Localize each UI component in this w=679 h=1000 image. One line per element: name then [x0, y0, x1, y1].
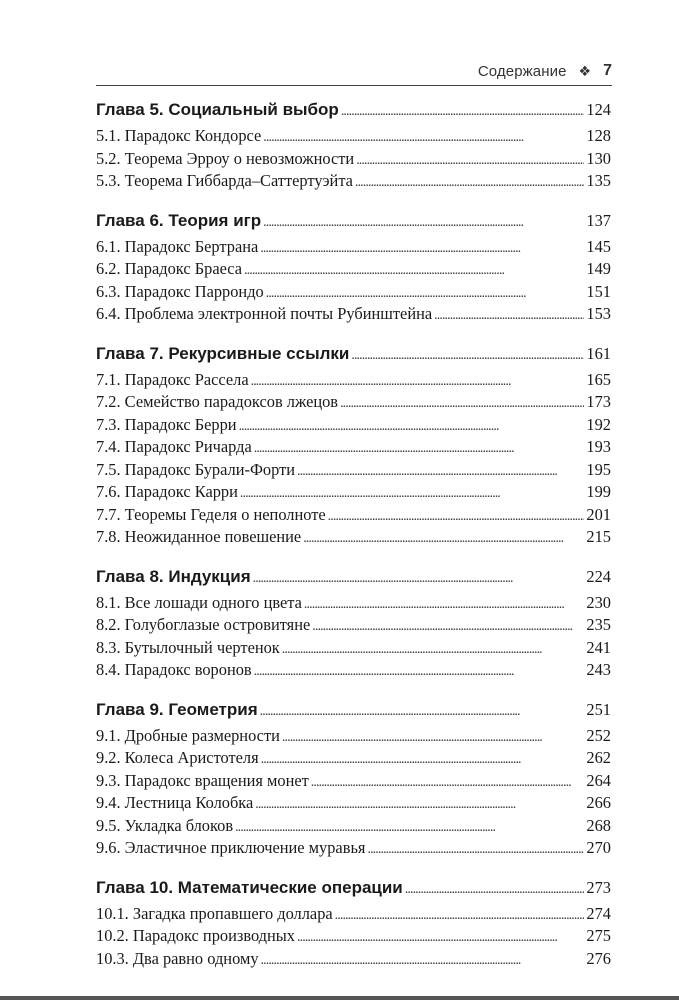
- section-title: 10.3. Два равно одному: [96, 948, 259, 968]
- section-entry[interactable]: [96, 638, 611, 661]
- section-title: 10.1. Загадка пропавшего доллара: [96, 903, 333, 923]
- section-page: 128: [586, 126, 611, 145]
- dot-leader: [251, 372, 585, 393]
- chapter-page: 124: [586, 100, 611, 119]
- dot-leader: [341, 99, 585, 125]
- section-page: 270: [586, 838, 611, 857]
- chapter-7: [96, 341, 611, 550]
- section-entry[interactable]: [96, 392, 611, 415]
- dot-leader: [253, 566, 585, 592]
- section-title: 7.3. Парадокс Берри: [96, 414, 237, 434]
- section-entry[interactable]: [96, 615, 611, 638]
- dot-leader: [282, 728, 585, 749]
- page-number: 7: [603, 62, 612, 79]
- section-title: 8.4. Парадокс воронов: [96, 660, 252, 679]
- section-entry[interactable]: [96, 482, 611, 505]
- dot-leader: [239, 417, 585, 438]
- chapter-heading[interactable]: [96, 208, 611, 236]
- chapter-heading[interactable]: [96, 697, 611, 725]
- section-title: 9.5. Укладка блоков: [96, 815, 234, 835]
- section-page: 243: [586, 660, 611, 679]
- chapter-5: [96, 97, 611, 194]
- section-page: 230: [586, 592, 611, 612]
- chapter-heading[interactable]: [96, 341, 611, 369]
- section-page: 145: [586, 236, 611, 256]
- section-title: 7.2. Семейство парадоксов лжецов: [96, 392, 339, 411]
- section-page: 153: [586, 304, 611, 323]
- section-page: 151: [586, 281, 611, 301]
- running-head: [96, 58, 612, 84]
- dot-leader: [282, 640, 585, 661]
- section-entry[interactable]: [96, 904, 611, 927]
- section-entry[interactable]: [96, 527, 611, 550]
- section-entry[interactable]: [96, 282, 611, 305]
- dot-leader: [297, 928, 584, 949]
- dot-leader: [434, 306, 584, 327]
- section-title: 9.1. Дробные размерности: [96, 725, 280, 745]
- section-title: 7.4. Парадокс Ричарда: [96, 437, 252, 456]
- chapter-heading[interactable]: [96, 97, 611, 125]
- section-page: 241: [586, 637, 611, 657]
- section-page: 192: [586, 414, 611, 434]
- section-entry[interactable]: [96, 304, 611, 327]
- dot-leader: [254, 439, 585, 460]
- section-page: 201: [586, 504, 611, 524]
- chapter-title: Глава 5. Социальный выбор: [96, 100, 339, 119]
- section-title: 10.2. Парадокс производных: [96, 926, 295, 945]
- section-entry[interactable]: [96, 949, 611, 972]
- chapter-page: 251: [586, 699, 611, 719]
- dot-leader: [255, 795, 584, 816]
- header-rule: [96, 85, 612, 86]
- section-title: 7.1. Парадокс Рассела: [96, 369, 249, 389]
- section-page: 262: [586, 748, 611, 767]
- section-page: 215: [586, 527, 611, 546]
- section-title: 7.7. Теоремы Геделя о неполноте: [96, 504, 326, 524]
- section-page: 268: [586, 815, 611, 835]
- page-bottom-edge: [0, 996, 679, 1000]
- dot-leader: [263, 128, 584, 149]
- dot-leader: [261, 750, 585, 771]
- dot-leader: [335, 906, 585, 927]
- section-title: 8.1. Все лошади одного цвета: [96, 592, 302, 612]
- section-entry[interactable]: [96, 149, 611, 172]
- dot-leader: [254, 662, 585, 683]
- dot-leader: [263, 210, 584, 236]
- chapter-title: Глава 6. Теория игр: [96, 210, 262, 230]
- chapter-page: 273: [586, 877, 611, 897]
- dot-leader: [355, 173, 584, 194]
- section-page: 264: [586, 770, 611, 790]
- section-page: 199: [586, 482, 611, 501]
- section-title: 6.3. Парадокс Паррондо: [96, 281, 264, 301]
- chapter-8: [96, 564, 611, 683]
- dot-leader: [240, 484, 585, 505]
- section-title: 7.8. Неожиданное повешение: [96, 527, 302, 546]
- section-title: 6.1. Парадокс Бертрана: [96, 236, 259, 256]
- dot-leader: [340, 394, 584, 415]
- dot-leader: [351, 343, 584, 369]
- section-entry[interactable]: [96, 415, 611, 438]
- section-entry[interactable]: [96, 660, 611, 683]
- running-head-title: Содержание: [477, 62, 567, 80]
- section-entry[interactable]: [96, 370, 611, 393]
- section-entry[interactable]: [96, 126, 611, 149]
- ornament-icon: ❖: [578, 62, 592, 79]
- section-page: 193: [586, 437, 611, 456]
- section-title: 7.6. Парадокс Карри: [96, 482, 238, 501]
- chapter-page: 137: [586, 210, 611, 230]
- dot-leader: [311, 773, 585, 794]
- dot-leader: [260, 239, 584, 260]
- section-entry[interactable]: [96, 838, 611, 861]
- section-entry[interactable]: [96, 593, 611, 616]
- dot-leader: [312, 617, 584, 638]
- chapter-title: Глава 8. Индукция: [96, 566, 251, 586]
- dot-leader: [356, 151, 584, 172]
- section-page: 135: [586, 171, 611, 190]
- chapter-title: Глава 7. Рекурсивные ссылки: [96, 343, 350, 363]
- section-title: 8.2. Голубоглазые островитяне: [96, 615, 311, 634]
- dot-leader: [405, 877, 585, 903]
- table-of-contents: [96, 97, 611, 985]
- section-title: 9.6. Эластичное приключение муравья: [96, 838, 366, 857]
- section-page: 130: [586, 148, 611, 168]
- section-entry[interactable]: [96, 926, 611, 949]
- dot-leader: [297, 462, 584, 483]
- section-title: 7.5. Парадокс Бурали-Форти: [96, 459, 296, 479]
- section-page: 149: [586, 259, 611, 278]
- section-title: 5.2. Теорема Эрроу о невозможности: [96, 148, 355, 168]
- section-page: 274: [586, 903, 611, 923]
- chapter-title: Глава 9. Геометрия: [96, 699, 258, 719]
- section-entry[interactable]: [96, 237, 611, 260]
- dot-leader: [261, 951, 585, 972]
- section-entry[interactable]: [96, 726, 611, 749]
- dot-leader: [244, 261, 584, 282]
- dot-leader: [235, 818, 584, 839]
- section-page: 276: [586, 948, 611, 968]
- section-page: 235: [586, 615, 611, 634]
- chapter-page: 161: [586, 343, 611, 363]
- section-title: 9.2. Колеса Аристотеля: [96, 748, 259, 767]
- chapter-9: [96, 697, 611, 861]
- section-title: 5.1. Парадокс Кондорсе: [96, 126, 262, 145]
- chapter-heading[interactable]: [96, 564, 611, 592]
- section-page: 252: [586, 725, 611, 745]
- chapter-heading[interactable]: [96, 875, 611, 903]
- section-entry[interactable]: [96, 460, 611, 483]
- section-entry[interactable]: [96, 816, 611, 839]
- chapter-6: [96, 208, 611, 327]
- section-title: 6.2. Парадокс Браеса: [96, 259, 243, 278]
- dot-leader: [304, 595, 584, 616]
- section-page: 266: [586, 793, 611, 812]
- dot-leader: [260, 699, 585, 725]
- chapter-10: [96, 875, 611, 972]
- section-page: 165: [586, 369, 611, 389]
- chapter-title: Глава 10. Математические операции: [96, 877, 403, 897]
- dot-leader: [303, 529, 584, 550]
- section-entry[interactable]: [96, 437, 611, 460]
- section-title: 9.4. Лестница Колобка: [96, 793, 254, 812]
- section-page: 195: [586, 459, 611, 479]
- dot-leader: [367, 840, 584, 861]
- section-title: 9.3. Парадокс вращения монет: [96, 770, 309, 790]
- section-entry[interactable]: [96, 505, 611, 528]
- section-entry[interactable]: [96, 771, 611, 794]
- section-title: 8.3. Бутылочный чертенок: [96, 637, 280, 657]
- section-entry[interactable]: [96, 748, 611, 771]
- section-page: 173: [586, 392, 611, 411]
- section-title: 5.3. Теорема Гиббарда–Саттертуэйта: [96, 171, 353, 190]
- section-entry[interactable]: [96, 259, 611, 282]
- dot-leader: [266, 284, 585, 305]
- section-title: 6.4. Проблема электронной почты Рубинштейна: [96, 304, 433, 323]
- section-page: 275: [586, 926, 611, 945]
- section-entry[interactable]: [96, 793, 611, 816]
- dot-leader: [328, 507, 585, 528]
- section-entry[interactable]: [96, 171, 611, 194]
- chapter-page: 224: [586, 566, 611, 586]
